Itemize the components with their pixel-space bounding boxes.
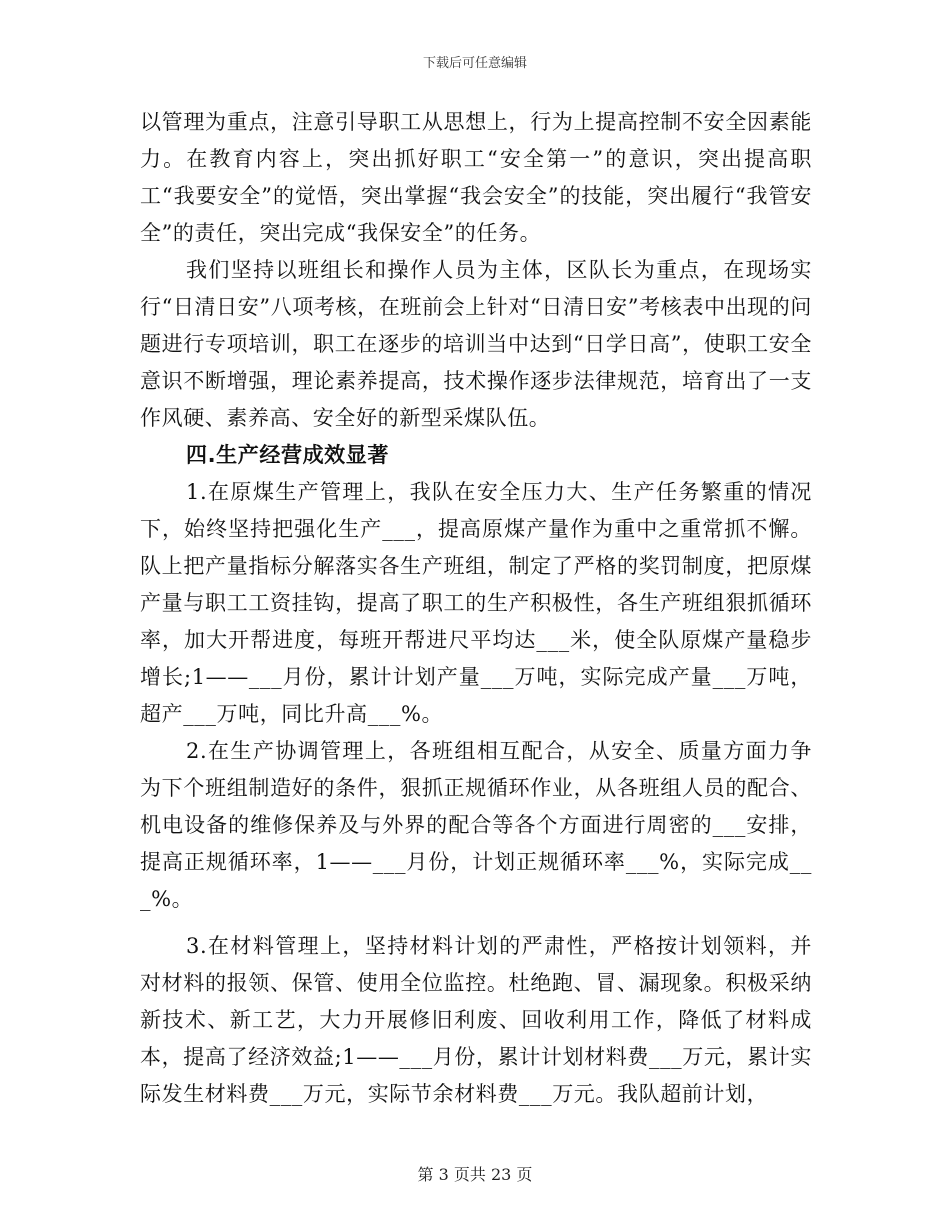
- paragraph-coal-production: 1.在原煤生产管理上，我队在安全压力大、生产任务繁重的情况下，始终坚持把强化生产___，提高原煤产量作为重中之重常抓不懈。队上把产量指标分解落实各生产班组，制定了严格的奖罚制度，把原煤产量与职工工资挂钩，提高了职工的生产积极性，各生产班组狠抓循环率，加大开帮进度，每班开帮进尺平均达___米，使全队原煤产量稳步增长;1——___月份，累计计划产量___万吨，实际完成产量___万吨，超产___万吨，同比升高___%。: [140, 480, 812, 726]
- section-heading-production: 四.生产经营成效显著: [186, 443, 389, 467]
- paragraph-team-training: 我们坚持以班组长和操作人员为主体，区队长为重点，在现场实行“日清日安”八项考核，在班前会上针对“日清日安”考核表中出现的问题进行专项培训，职工在逐步的培训当中达到“日学日高”，使职工安全意识不断增强，理论素养提高，技术操作逐步法律规范，培育出了一支作风硬、素养高、安全好的新型采煤队伍。: [140, 258, 812, 430]
- page-header: 下载后可任意编辑: [422, 56, 527, 71]
- paragraph-material-management: 3.在材料管理上，坚持材料计划的严肃性，严格按计划领料，并对材料的报领、保管、使用全位监控。杜绝跑、冒、漏现象。积极采纳新技术、新工艺，大力开展修旧利废、回收利用工作，降低了材料成本，提高了经济效益;1——___月份，累计计划材料费___万元，累计实际发生材料费___万元，实际节余材料费___万元。我队超前计划，: [140, 934, 812, 1106]
- page-number: 第 3 页共 23 页: [417, 1165, 533, 1184]
- paragraph-production-coordination: 2.在生产协调管理上，各班组相互配合，从安全、质量方面力争为下个班组制造好的条件，狠抓正规循环作业，从各班组人员的配合、机电设备的维修保养及与外界的配合等各个方面进行周密的___安排，提高正规循环率，1——___月份，计划正规循环率___%，实际完成___%。: [140, 739, 812, 911]
- document-body: [140, 104, 812, 1113]
- paragraph-safety-education: 以管理为重点，注意引导职工从思想上，行为上提高控制不安全因素能力。在教育内容上，突出抓好职工“安全第一”的意识，突出提高职工“我要安全”的觉悟，突出掌握“我会安全”的技能，突出履行“我管安全”的责任，突出完成“我保安全”的任务。: [140, 110, 812, 245]
